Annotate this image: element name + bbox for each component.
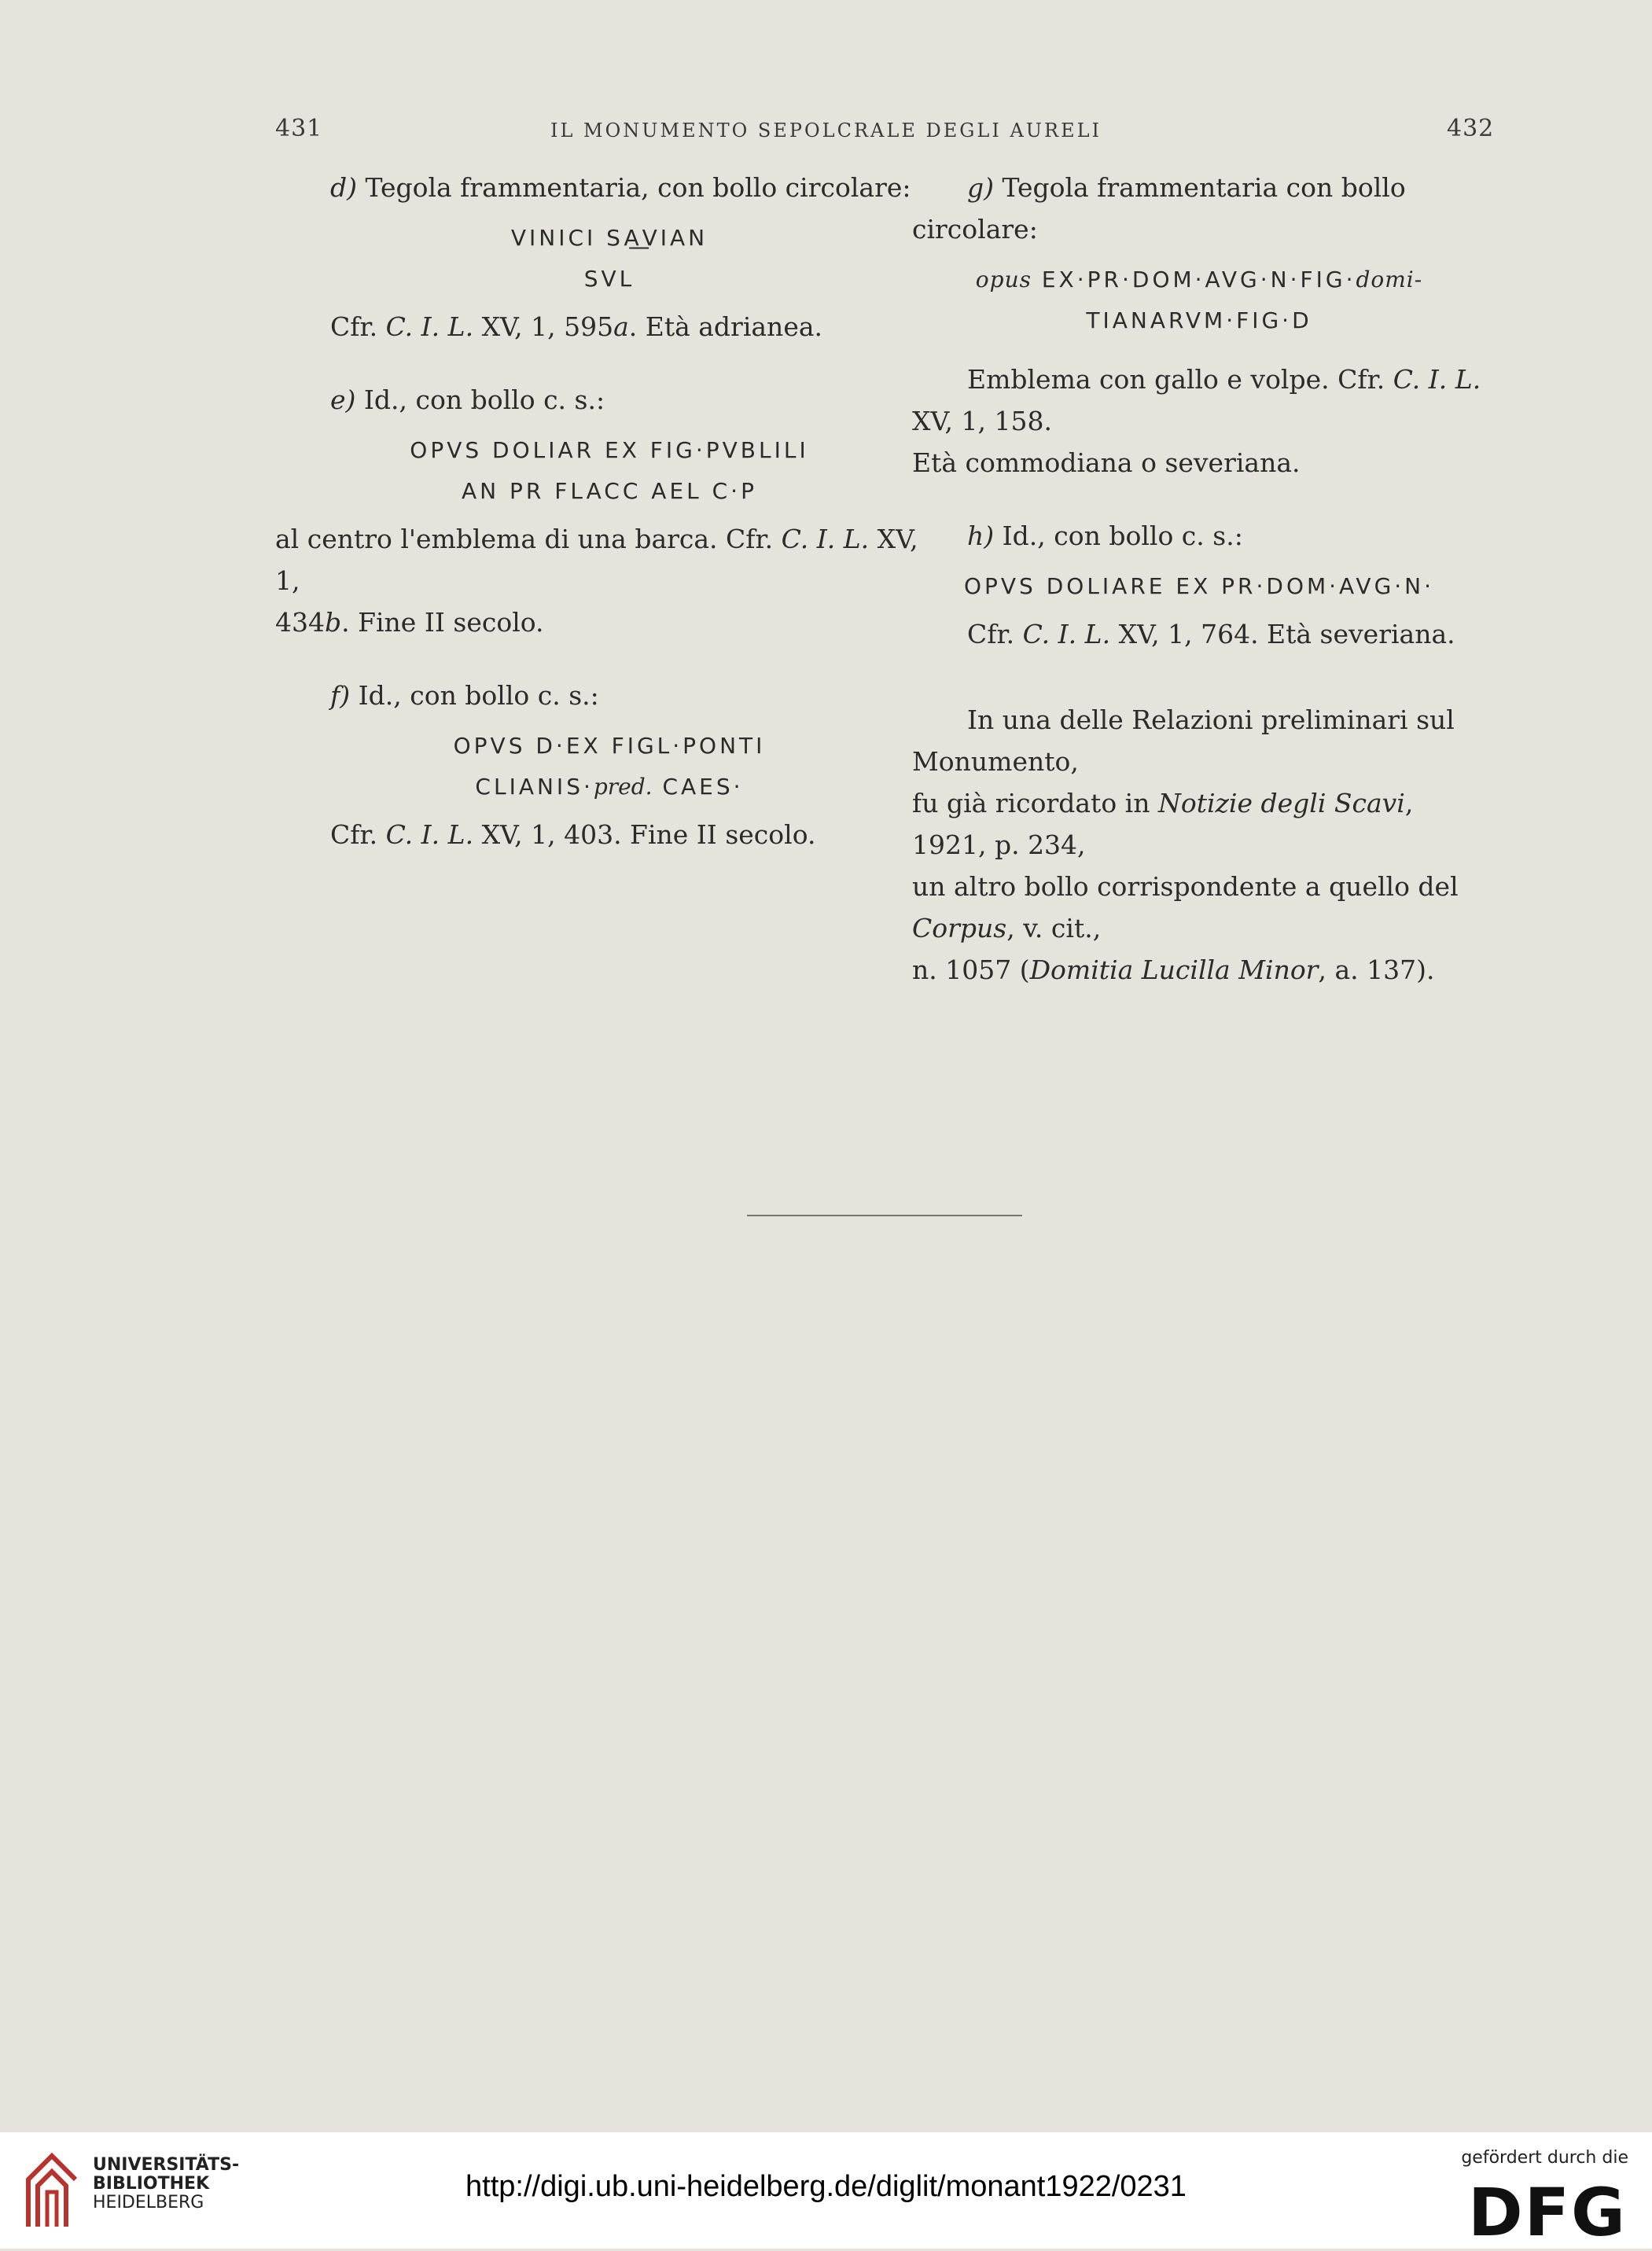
stamp-d: VINICI SA͟VIAN SVL (510, 225, 708, 292)
paragraph-line-4: n. 1057 (Domitia Lucilla Minor, a. 137). (912, 954, 1435, 985)
paragraph-line-1: In una delle Relazioni preliminari sul Monumento, (912, 704, 1455, 777)
entry-d-reference: Cfr. C. I. L. XV, 1, 595a. Età adrianea. (330, 311, 823, 342)
left-column (275, 167, 944, 855)
stamp-g: opus EX·PR·DOM·AVG·N·FIG·domi- TIANARVM·FIG·D (975, 267, 1423, 333)
entry-h-reference: Cfr. C. I. L. XV, 1, 764. Età severiana. (967, 619, 1455, 649)
entry-e-intro: e) Id., con bollo c. s.: (330, 384, 605, 415)
right-column (912, 167, 1486, 991)
entry-f-reference: Cfr. C. I. L. XV, 1, 403. Fine II secolo. (330, 819, 816, 850)
stamp-f: OPVS D·EX FIGL·PONTI CLIANIS·pred. CAES· (453, 733, 766, 800)
entry-g-description: Emblema con gallo e volpe. Cfr. C. I. L. XV, 1, 158. (912, 364, 1481, 436)
dfg-logo: DFG (1467, 2174, 1627, 2251)
entry-e-date: 434b. Fine II secolo. (275, 607, 544, 638)
left-page-number: 431 (275, 115, 323, 142)
running-title: IL MONUMENTO SEPOLCRALE DEGLI AURELI (550, 120, 1102, 142)
entry-e-description: al centro l'emblema di una barca. Cfr. C. I. L. XV, 1, (275, 524, 918, 596)
library-name: UNIVERSITÄTS- BIBLIOTHEK HEIDELBERG (93, 2155, 240, 2212)
paragraph-line-2: fu già ricordato in Notizie degli Scavi, 1921, p. 234, (912, 788, 1414, 860)
stamp-h: OPVS DOLIARE EX PR·DOM·AVG·N· (963, 573, 1435, 599)
right-page-number: 432 (1447, 115, 1495, 142)
stamp-e: OPVS DOLIAR EX FIG·PVBLILI AN PR FLACC AEL C·P (410, 437, 809, 504)
entry-h-intro: h) Id., con bollo c. s.: (967, 520, 1243, 551)
entry-f-intro: f) Id., con bollo c. s.: (330, 680, 599, 711)
footer-bar (0, 2132, 1652, 2249)
source-url-link[interactable]: http://digi.ub.uni-heidelberg.de/diglit/monant1922/0231 (465, 2170, 1187, 2203)
entry-g-date: Età commodiana o severiana. (912, 447, 1301, 478)
entry-d-intro: d) Tegola frammentaria, con bollo circolare: (330, 172, 911, 203)
paragraph-line-3: un altro bollo corrispondente a quello del Corpus, v. cit., (912, 871, 1459, 943)
funding-note: gefördert durch die (1461, 2148, 1628, 2168)
section-divider (747, 1215, 1022, 1216)
entry-g-intro: g) Tegola frammentaria con bollo circolare: (912, 172, 1406, 245)
